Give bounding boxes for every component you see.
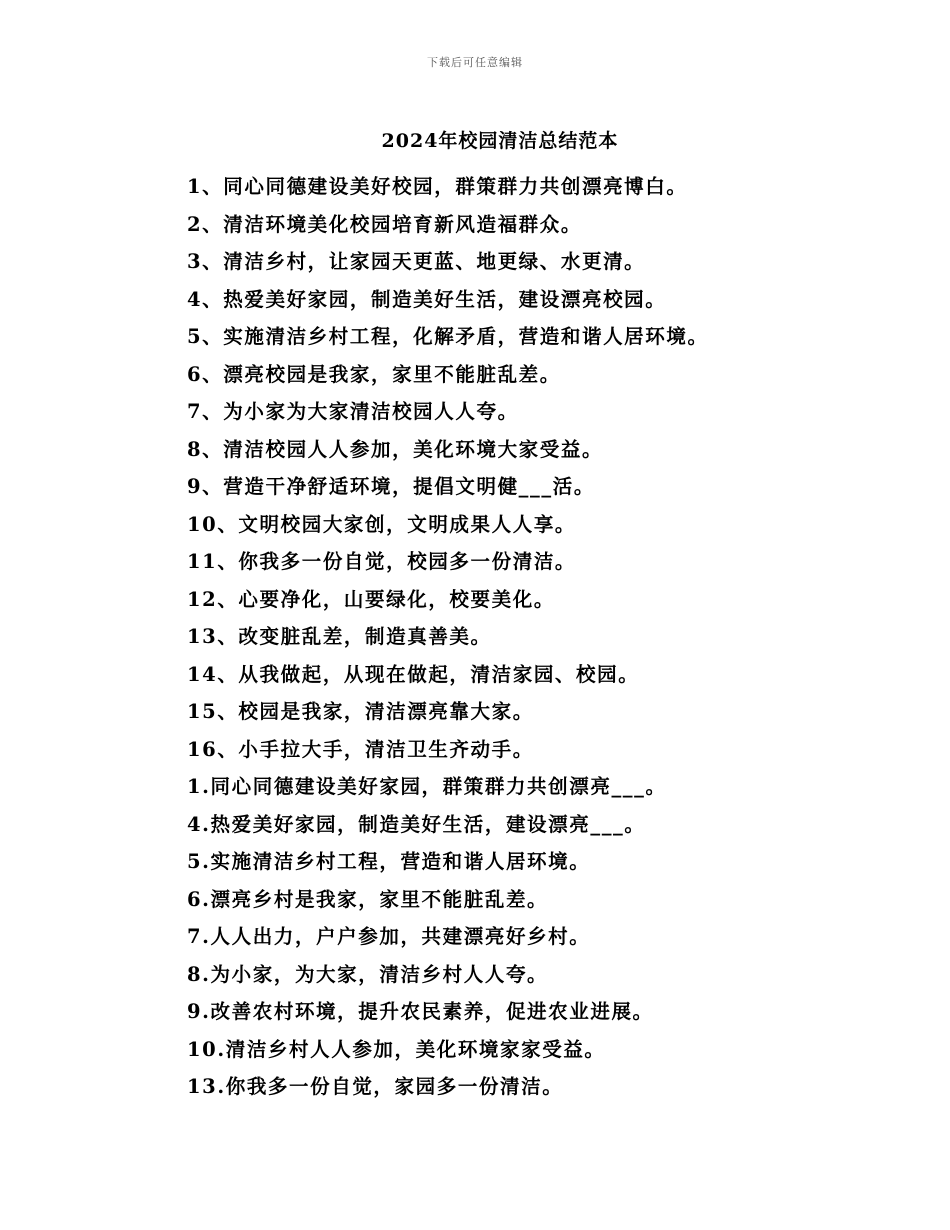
slogan-line: 14、从我做起，从现在做起，清洁家园、校园。	[187, 662, 640, 686]
slogan-line: 1、同心同德建设美好校园，群策群力共创漂亮博白。	[187, 175, 688, 198]
slogan-line: 4.热爱美好家园，制造美好生活，建设漂亮___。	[187, 812, 646, 836]
header-note: 下载后可任意编辑	[427, 56, 523, 69]
slogan-line: 7.人人出力，户户参加，共建漂亮好乡村。	[187, 925, 591, 948]
slogan-line: 5.实施清洁乡村工程，营造和谐人居环境。	[187, 850, 591, 873]
slogan-line: 5、实施清洁乡村工程，化解矛盾，营造和谐人居环境。	[187, 325, 709, 348]
slogan-line: 13.你我多一份自觉，家园多一份清洁。	[187, 1075, 564, 1098]
document-title: 2024年校园清洁总结范本	[381, 130, 619, 152]
slogan-line: 13、改变脏乱差，制造真善美。	[187, 625, 492, 648]
slogan-line: 2、清洁环境美化校园培育新风造福群众。	[187, 212, 582, 236]
slogan-line: 6.漂亮乡村是我家，家里不能脏乱差。	[187, 887, 549, 911]
slogan-line: 8、清洁校园人人参加，美化环境大家受益。	[187, 437, 604, 461]
slogan-line: 4、热爱美好家园，制造美好生活，建设漂亮校园。	[187, 287, 667, 311]
slogan-line: 12、心要净化，山要绿化，校要美化。	[187, 587, 555, 611]
slogan-line: 10、文明校园大家创，文明成果人人享。	[187, 512, 577, 536]
slogan-line: 6、漂亮校园是我家，家里不能脏乱差。	[187, 362, 561, 386]
slogan-line: 9、营造干净舒适环境，提倡文明健___活。	[187, 475, 595, 498]
slogan-line: 7、为小家为大家清洁校园人人夸。	[187, 400, 519, 423]
slogan-line: 16、小手拉大手，清洁卫生齐动手。	[187, 737, 534, 761]
slogan-line: 11、你我多一份自觉，校园多一份清洁。	[187, 550, 577, 573]
slogan-line: 3、清洁乡村，让家园天更蓝、地更绿、水更清。	[187, 250, 646, 273]
slogan-list	[187, 174, 709, 1112]
slogan-line: 8.为小家，为大家，清洁乡村人人夸。	[187, 962, 549, 986]
slogan-line: 9.改善农村环境，提升农民素养，促进农业进展。	[187, 1000, 654, 1023]
slogan-line: 15、校园是我家，清洁漂亮靠大家。	[187, 700, 534, 723]
slogan-line: 10.清洁乡村人人参加，美化环境家家受益。	[187, 1037, 606, 1061]
slogan-line: 1.同心同德建设美好家园，群策群力共创漂亮___。	[187, 775, 667, 798]
